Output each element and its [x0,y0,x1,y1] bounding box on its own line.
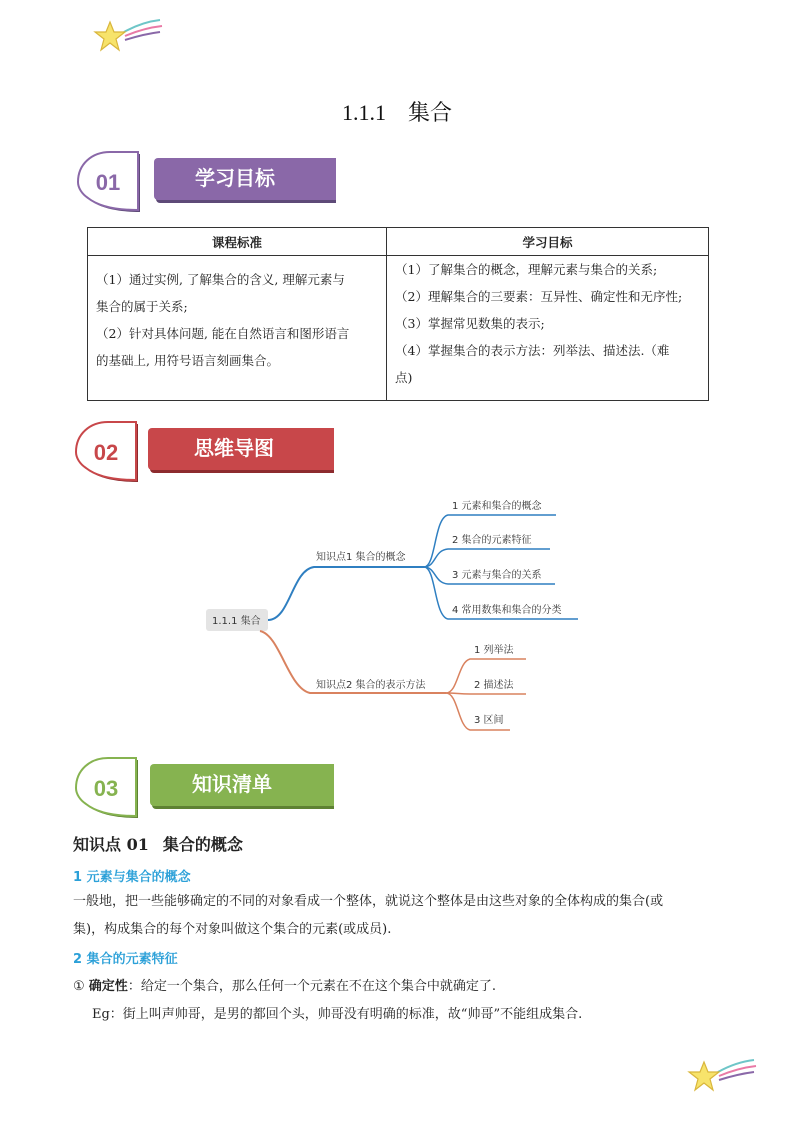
goal-line: （3）掌握常见数集的表示; [395,316,545,331]
standard-line: 集合的属于关系; [96,299,188,314]
title-name: 集合 [407,100,452,125]
standard-line: 的基础上, 用符号语言刻画集合。 [96,353,279,368]
paragraph-1 [73,888,723,944]
section-badge-01 [76,150,336,214]
item-text: ：给定一个集合，那么任何一个元素在不在这个集合中就确定了. [127,979,496,994]
mindmap-leaf: 1 列举法 [474,645,514,656]
section-number-01: 01 [95,170,121,195]
mindmap-root: 1.1.1 集合 [212,616,261,627]
mind-map [200,490,600,740]
mindmap-branch-2: 知识点2 集合的表示方法 [316,680,426,691]
example-line: Eg：街上叫声帅哥，是男的都回个头，帅哥没有明确的标准，故“帅哥”不能组成集合. [92,1007,583,1022]
goal-line: （1）了解集合的概念，理解元素与集合的关系; [395,262,658,277]
goals-table [87,227,709,401]
goal-line: （2）理解集合的三要素：互异性、确定性和无序性; [395,289,683,304]
learning-goal-cell [387,256,709,401]
section-number-03: 03 [93,776,119,801]
item-marker: ① [73,979,85,994]
mindmap-leaf: 2 集合的元素特征 [452,535,532,546]
section-label-02: 思维导图 [194,436,274,460]
star-decoration-bottom [686,1056,758,1100]
page-title [0,96,794,127]
standard-line: （2）针对具体问题, 能在自然语言和图形语言 [96,326,350,341]
knowledge-point-title [73,832,243,855]
star-icon [95,22,125,50]
knowledge-point-number: 知识点 01 [73,835,149,854]
section-number-02: 02 [93,440,119,465]
paragraph-line: 一般地，把一些能够确定的不同的对象看成一个整体，就说这个整体是由这些对象的全体构成的集合(或 [73,894,664,909]
goal-line: （4）掌握集合的表示方法：列举法、描述法.（难 [395,343,670,358]
table-header: 课程标准 [88,228,387,256]
star-icon [689,1062,719,1090]
subheading-1: 1 元素与集合的概念 [73,870,191,885]
section-label-03: 知识清单 [192,772,272,796]
mindmap-branch-1: 知识点1 集合的概念 [316,552,406,563]
item-term: 确定性 [88,979,128,994]
section-label-01: 学习目标 [195,166,275,190]
section-badge-02 [74,420,334,484]
table-header: 学习目标 [387,228,709,256]
knowledge-point-name: 集合的概念 [162,835,243,854]
star-decoration-top [92,16,164,60]
goal-line: 点) [395,370,413,385]
curriculum-standard-cell [88,256,387,401]
title-number: 1.1.1 [341,100,386,125]
mindmap-leaf: 2 描述法 [474,680,514,691]
mindmap-leaf: 1 元素和集合的概念 [452,501,542,512]
subheading-2: 2 集合的元素特征 [73,952,178,967]
mindmap-leaf: 4 常用数集和集合的分类 [452,605,562,616]
standard-line: （1）通过实例, 了解集合的含义, 理解元素与 [96,272,345,287]
mindmap-leaf: 3 元素与集合的关系 [452,570,542,581]
section-badge-03 [74,756,334,820]
paragraph-line: 集)，构成集合的每个对象叫做这个集合的元素(或成员). [73,922,392,937]
mindmap-leaf: 3 区间 [474,715,504,726]
feature-item-1 [73,975,496,994]
